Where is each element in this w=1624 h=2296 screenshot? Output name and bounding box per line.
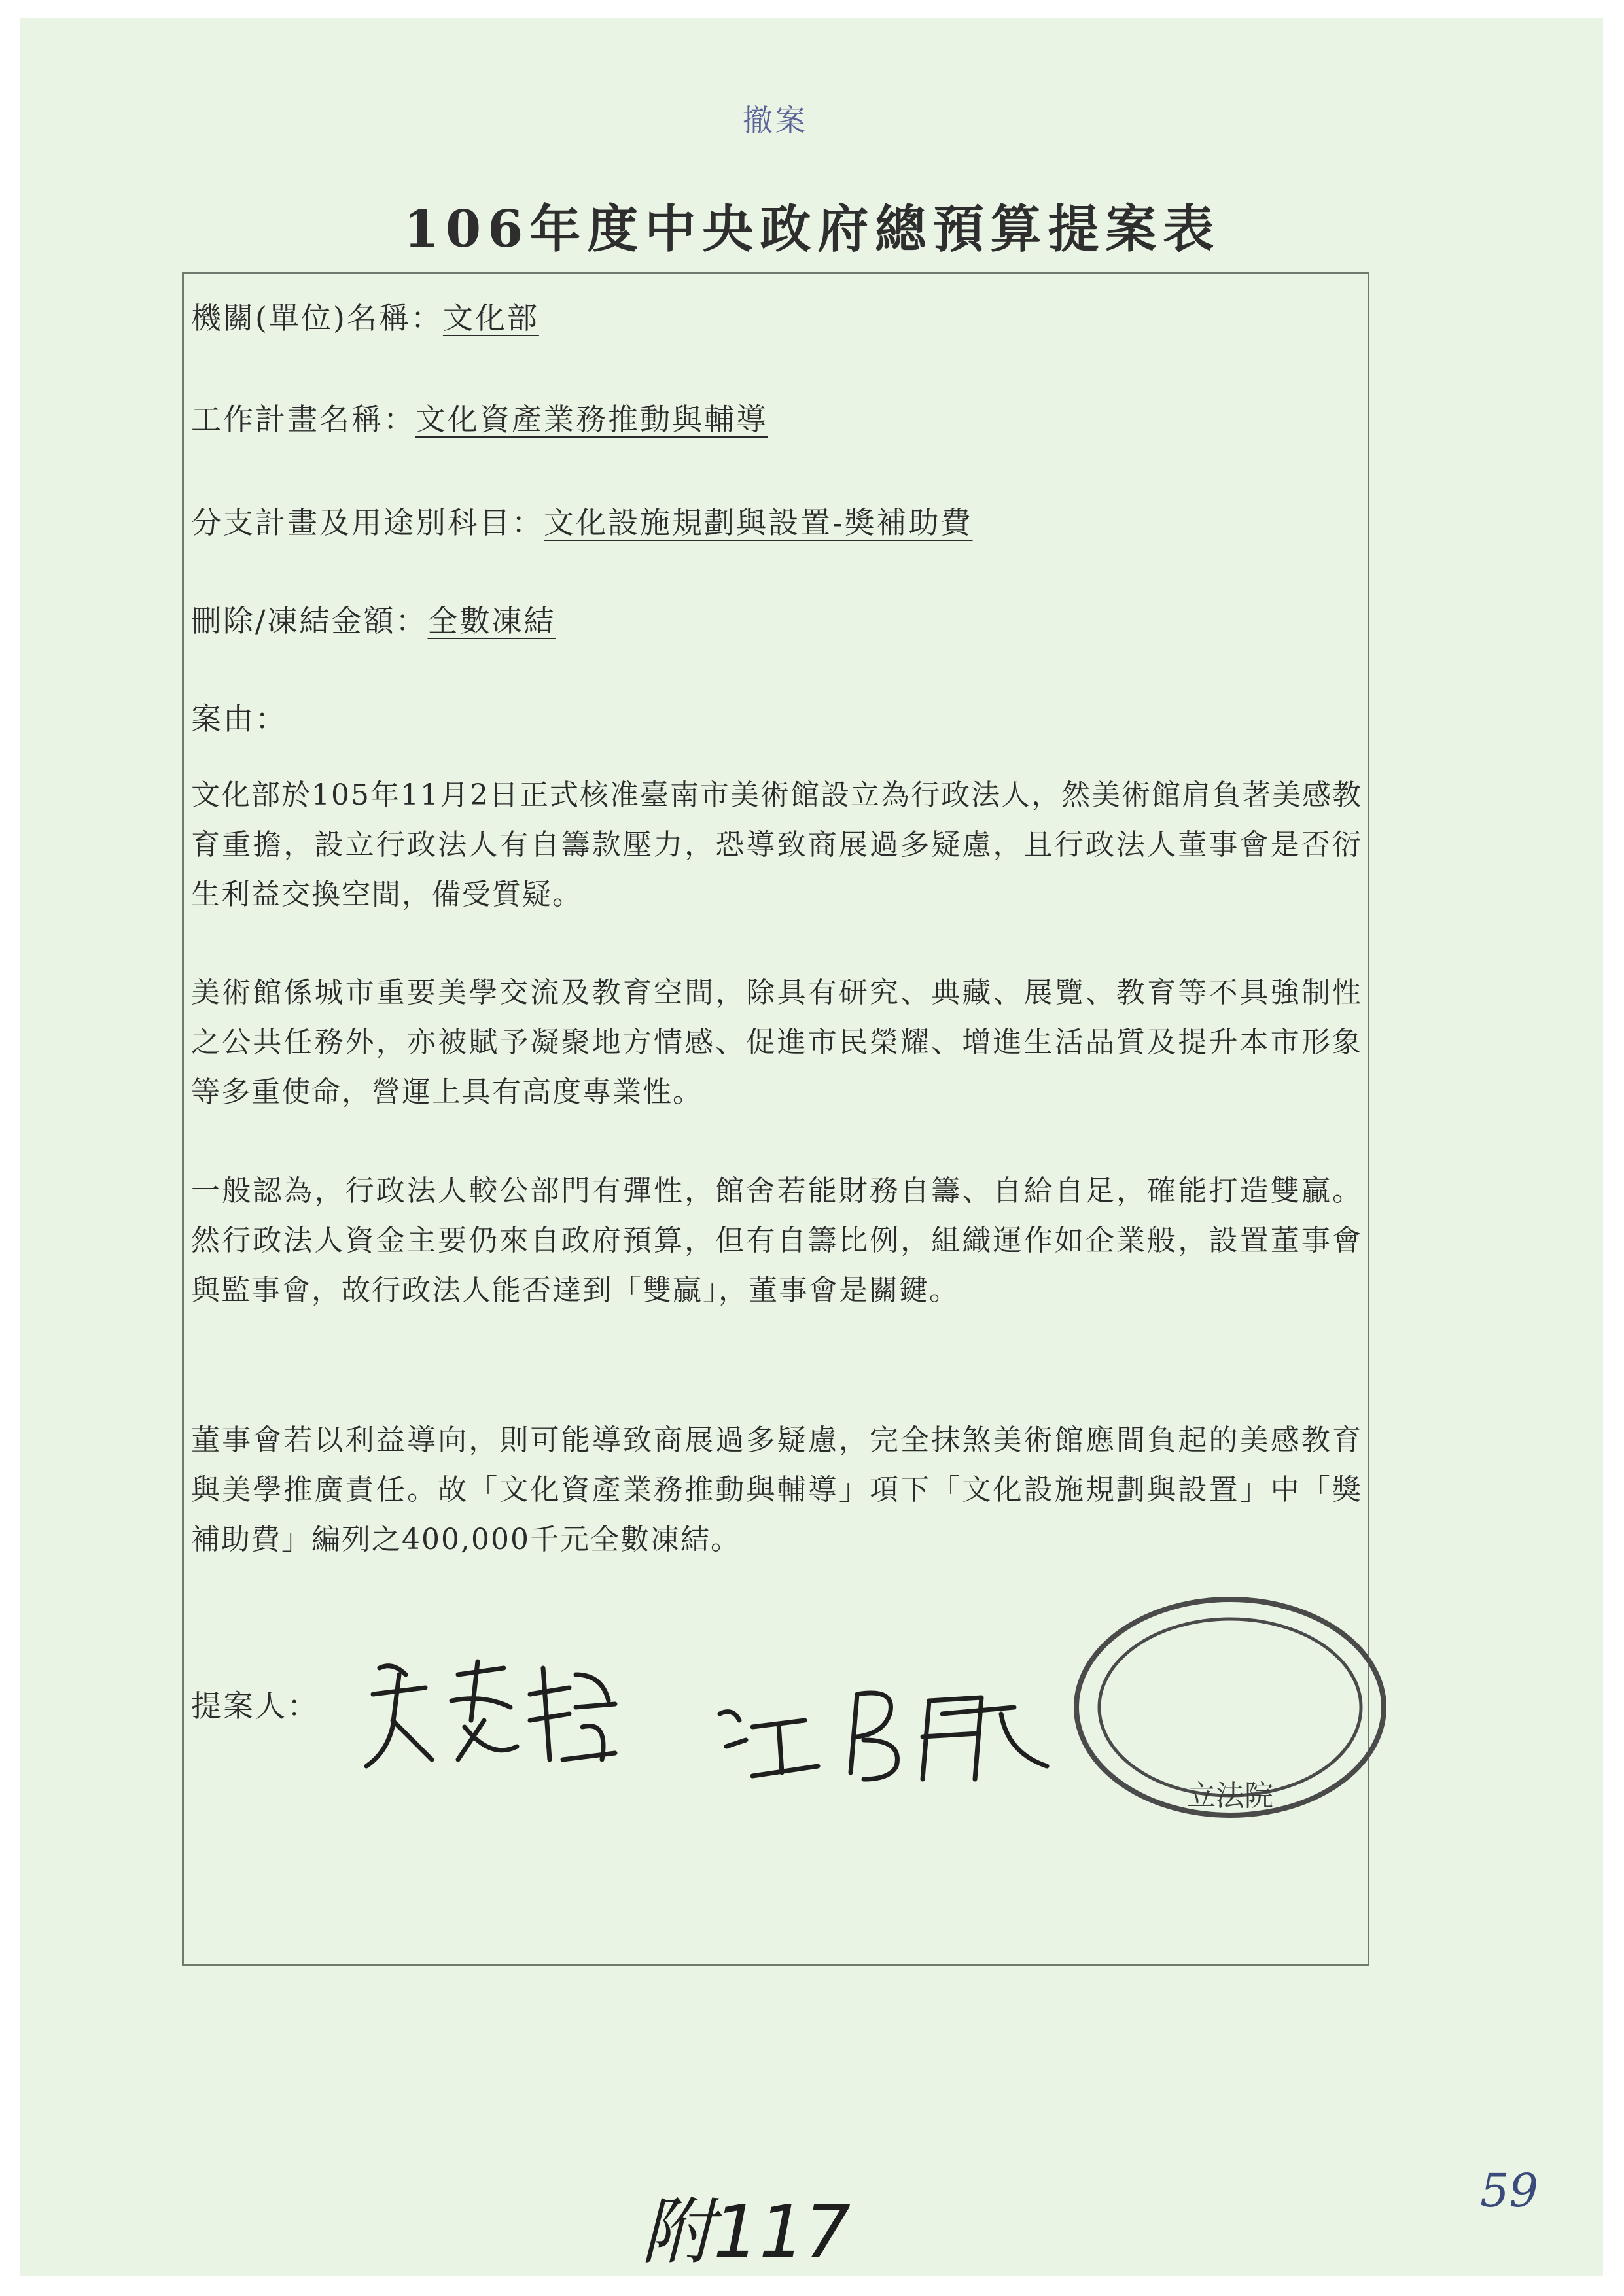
svg-text:附117: 附117	[641, 2190, 851, 2274]
signature-wu-chih-yang	[353, 1648, 628, 1779]
withdrawn-stamp: 撤案	[743, 103, 808, 138]
document-title: 106年度中央政府總預算提案表	[403, 200, 1221, 259]
seal-text: 立法院	[1187, 1779, 1273, 1813]
proposer-label: 提案人：	[191, 1688, 319, 1724]
agency-field	[191, 294, 539, 338]
subplan-value: 文化設施規劃與設置-獎補助費	[544, 505, 973, 540]
reason-paragraph-3: 一般認為，行政法人較公部門有彈性，館舍若能財務自籌、自給自足，確能打造雙贏。然行政法人資金主要仍來自政府預算，但有自籌比例，組織運作如企業般，設置董事會與監事會，故行政法人能否達到「雙贏」，董事會是關鍵。	[191, 1174, 1362, 1307]
amount-field	[191, 597, 556, 640]
signature-chiang-chi-chen	[707, 1675, 1060, 1792]
plan-value: 文化資產業務推動與輔導	[415, 402, 768, 437]
footer-handwriting	[628, 2185, 968, 2276]
legislative-seal	[1067, 1590, 1394, 1825]
reason-paragraph-4: 董事會若以利益導向，則可能導致商展過多疑慮，完全抹煞美術館應間負起的美感教育與美學推廣責任。故「文化資產業務推動與輔導」項下「文化設施規劃與設置」中「獎補助費」編列之400,000千元全數凍結。	[191, 1423, 1362, 1556]
plan-field	[191, 396, 768, 439]
plan-label: 工作計畫名稱：	[191, 402, 415, 437]
reason-paragraph-2: 美術館係城市重要美學交流及教育空間，除具有研究、典藏、展覽、教育等不具強制性之公共任務外，亦被賦予凝聚地方情感、促進市民榮耀、增進生活品質及提升本市形象等多重使命，營運上具有高度專業性。	[191, 976, 1362, 1109]
page-number: 59	[1480, 2164, 1539, 2218]
subplan-field	[191, 499, 973, 542]
reason-paragraph-1: 文化部於105年11月2日正式核准臺南市美術館設立為行政法人，然美術館肩負著美感教育重擔，設立行政法人有自籌款壓力，恐導致商展過多疑慮，且行政法人董事會是否衍生利益交換空間，備受質疑。	[191, 778, 1362, 911]
amount-label: 刪除/凍結金額：	[191, 603, 428, 638]
amount-value: 全數凍結	[427, 603, 556, 638]
reason-label: 案由：	[191, 701, 287, 737]
agency-value: 文化部	[442, 300, 539, 336]
subplan-label: 分支計畫及用途別科目：	[191, 505, 544, 540]
agency-label: 機關(單位)名稱：	[191, 300, 443, 336]
reason-field	[191, 695, 287, 739]
